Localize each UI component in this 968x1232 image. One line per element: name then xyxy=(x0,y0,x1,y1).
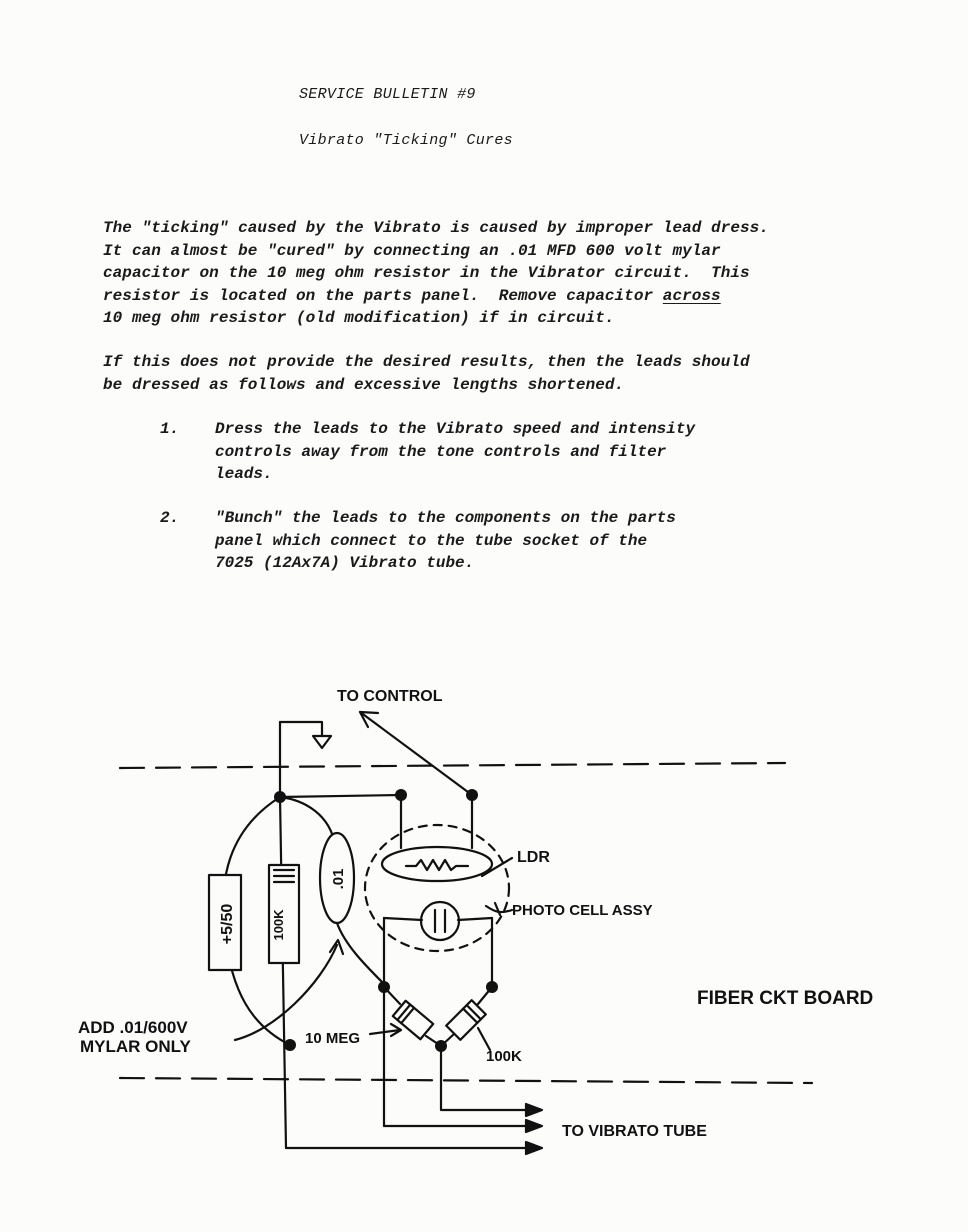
resistor-10-meg xyxy=(393,1001,433,1039)
bulletin-number: SERVICE BULLETIN #9 xyxy=(299,86,476,103)
paragraph-line: The "ticking" caused by the Vibrato is caused by improper lead dress. xyxy=(103,219,769,237)
junction-dot xyxy=(274,791,286,803)
paragraph-line: 10 meg ohm resistor (old modification) if in circuit. xyxy=(103,309,615,327)
ground-icon xyxy=(313,736,331,748)
label-ldr: LDR xyxy=(517,849,550,866)
junction-dot xyxy=(486,981,498,993)
to-control-wire xyxy=(360,712,472,795)
label-cap-01: .01 xyxy=(330,868,347,890)
cap-top-wire xyxy=(280,797,335,845)
label-to-vibrato-tube: TO VIBRATO TUBE xyxy=(562,1123,707,1140)
junction-dot xyxy=(395,789,407,801)
list-line: controls away from the tone controls and filter xyxy=(215,442,667,461)
ground-wire xyxy=(280,722,322,797)
label-electrolytic-value: +5/50 xyxy=(219,903,236,945)
board-edge-bottom xyxy=(120,1078,812,1083)
label-resistor-100k: 100K xyxy=(271,909,286,941)
label-10-meg: 10 MEG xyxy=(305,1030,361,1047)
resistor-100k-diagonal xyxy=(446,1000,486,1040)
paragraph-line: If this does not provide the desired results, then the leads should xyxy=(103,353,750,371)
cap-bottom-wire xyxy=(337,923,385,985)
paragraph-line: capacitor on the 10 meg ohm resistor in the Vibrator circuit. This xyxy=(103,264,750,282)
underlined-word-across: across xyxy=(662,286,721,305)
list-number: 2. xyxy=(160,509,180,527)
lamp-lead-right-top xyxy=(458,918,492,920)
arrow-head xyxy=(526,1120,542,1132)
label-to-control: TO CONTROL xyxy=(337,688,443,705)
lamp-lead-left-top xyxy=(384,918,422,920)
board-edge-top xyxy=(120,763,785,768)
list-line: 7025 (12Ax7A) Vibrato tube. xyxy=(215,554,475,572)
ldr-component xyxy=(382,847,492,881)
label-add-capacitor: ADD .01/600V xyxy=(78,1018,188,1037)
junction-dot xyxy=(466,789,478,801)
hundredk-leader xyxy=(478,1028,490,1050)
junction-dot xyxy=(284,1039,296,1051)
photocell-leader-hook xyxy=(495,903,500,915)
left-bus-wire xyxy=(280,797,286,1148)
bulletin-title: Vibrato "Ticking" Cures xyxy=(299,132,513,149)
junction-dot xyxy=(378,981,390,993)
list-line: leads. xyxy=(215,465,273,483)
paragraph-line: resistor is located on the parts panel. Remove capacitor xyxy=(103,286,663,305)
paragraph-line: It can almost be "cured" by connecting an .01 MFD 600 volt mylar xyxy=(103,241,721,260)
list-line: Dress the leads to the Vibrato speed and intensity xyxy=(215,420,696,438)
bus-top-wire xyxy=(280,795,401,797)
list-line: panel which connect to the tube socket of the xyxy=(215,531,648,550)
label-fiber-board: FIBER CKT BOARD xyxy=(697,988,874,1009)
label-photo-cell: PHOTO CELL ASSY xyxy=(512,902,653,919)
label-mylar-only: MYLAR ONLY xyxy=(80,1037,191,1056)
junction-dot xyxy=(435,1040,447,1052)
paragraph-line: be dressed as follows and excessive lengths shortened. xyxy=(103,375,625,394)
list-line: "Bunch" the leads to the components on the parts xyxy=(215,509,676,527)
list-number: 1. xyxy=(160,420,180,438)
arrow-head xyxy=(526,1142,542,1154)
label-100k-bottom: 100K xyxy=(486,1048,522,1065)
photocell-lamp xyxy=(421,902,459,940)
arrow-head xyxy=(526,1104,542,1116)
